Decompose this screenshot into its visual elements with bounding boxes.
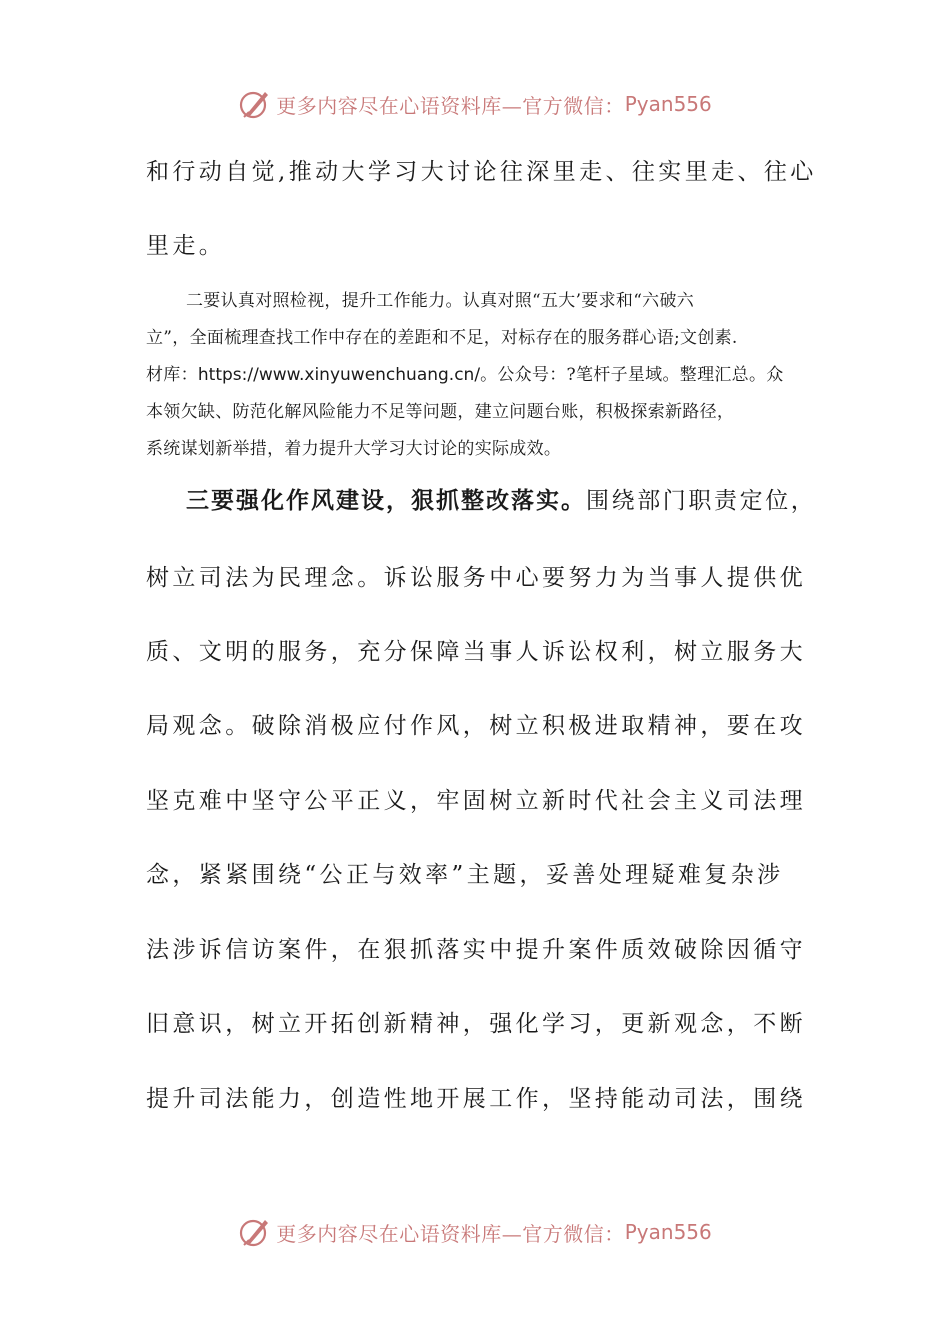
banner-wechat-id: Pyan556	[624, 92, 712, 116]
para2-line-3-prefix: 材库：	[146, 365, 198, 385]
banner-wechat-id: Pyan556	[624, 1220, 712, 1244]
quill-logo-icon	[238, 87, 272, 121]
para3-line-4: 局观念。破除消极应付作风，树立积极进取精神，要在攻	[146, 713, 806, 739]
para3-line-5: 坚克难中坚守公平正义，牢固树立新时代社会主义司法理	[146, 788, 806, 814]
banner-text: 更多内容尽在心语资料库—官方微信：	[276, 93, 625, 118]
para3-line-1	[186, 486, 816, 516]
para1-line-1: 和行动自觉,推动大学习大讨论往深里走、往实里走、往心	[146, 159, 817, 185]
banner-text: 更多内容尽在心语资料库—官方微信：	[276, 1221, 625, 1246]
footer-banner	[0, 1212, 950, 1252]
para2-line-2: 立”，全面梳理查找工作中存在的差距和不足，对标存在的服务群心语;文创素.	[146, 328, 738, 348]
para3-bold-heading: 三要强化作风建设，狠抓整改落实。	[186, 488, 586, 514]
para2-line-1: 二要认真对照检视，提升工作能力。认真对照“五大’要求和“六破六	[186, 291, 695, 311]
para2-line-3-suffix: 。公众号：?笔杆子星域。整理汇总。众	[480, 365, 784, 385]
para3-line-9: 提升司法能力，创造性地开展工作，坚持能动司法，围绕	[146, 1086, 806, 1112]
para2-line-3	[146, 357, 816, 394]
quill-logo-icon	[238, 1215, 272, 1249]
para2	[146, 283, 816, 468]
para1-line-2: 里走。	[146, 233, 226, 259]
header-banner	[0, 84, 950, 124]
para3-line-8: 旧意识，树立开拓创新精神，强化学习，更新观念，不断	[146, 1011, 806, 1037]
para3-line-2: 树立司法为民理念。诉讼服务中心要努力为当事人提供优	[146, 565, 806, 591]
para3-line-3: 质、文明的服务，充分保障当事人诉讼权利，树立服务大	[146, 639, 806, 665]
para3-lead-rest: 围绕部门职责定位，	[586, 488, 817, 514]
para3-line-7: 法涉诉信访案件，在狠抓落实中提升案件质效破除因循守	[146, 937, 806, 963]
para2-line-4: 本领欠缺、防范化解风险能力不足等问题，建立问题台账，积极探索新路径，	[146, 402, 735, 422]
para2-line-5: 系统谋划新举措，着力提升大学习大讨论的实际成效。	[146, 439, 562, 459]
para3-line-6: 念，紧紧围绕“公正与效率”主题，妥善处理疑难复杂涉	[146, 862, 784, 888]
website-link[interactable]: https://www.xinyuwenchuang.cn/	[197, 365, 481, 385]
